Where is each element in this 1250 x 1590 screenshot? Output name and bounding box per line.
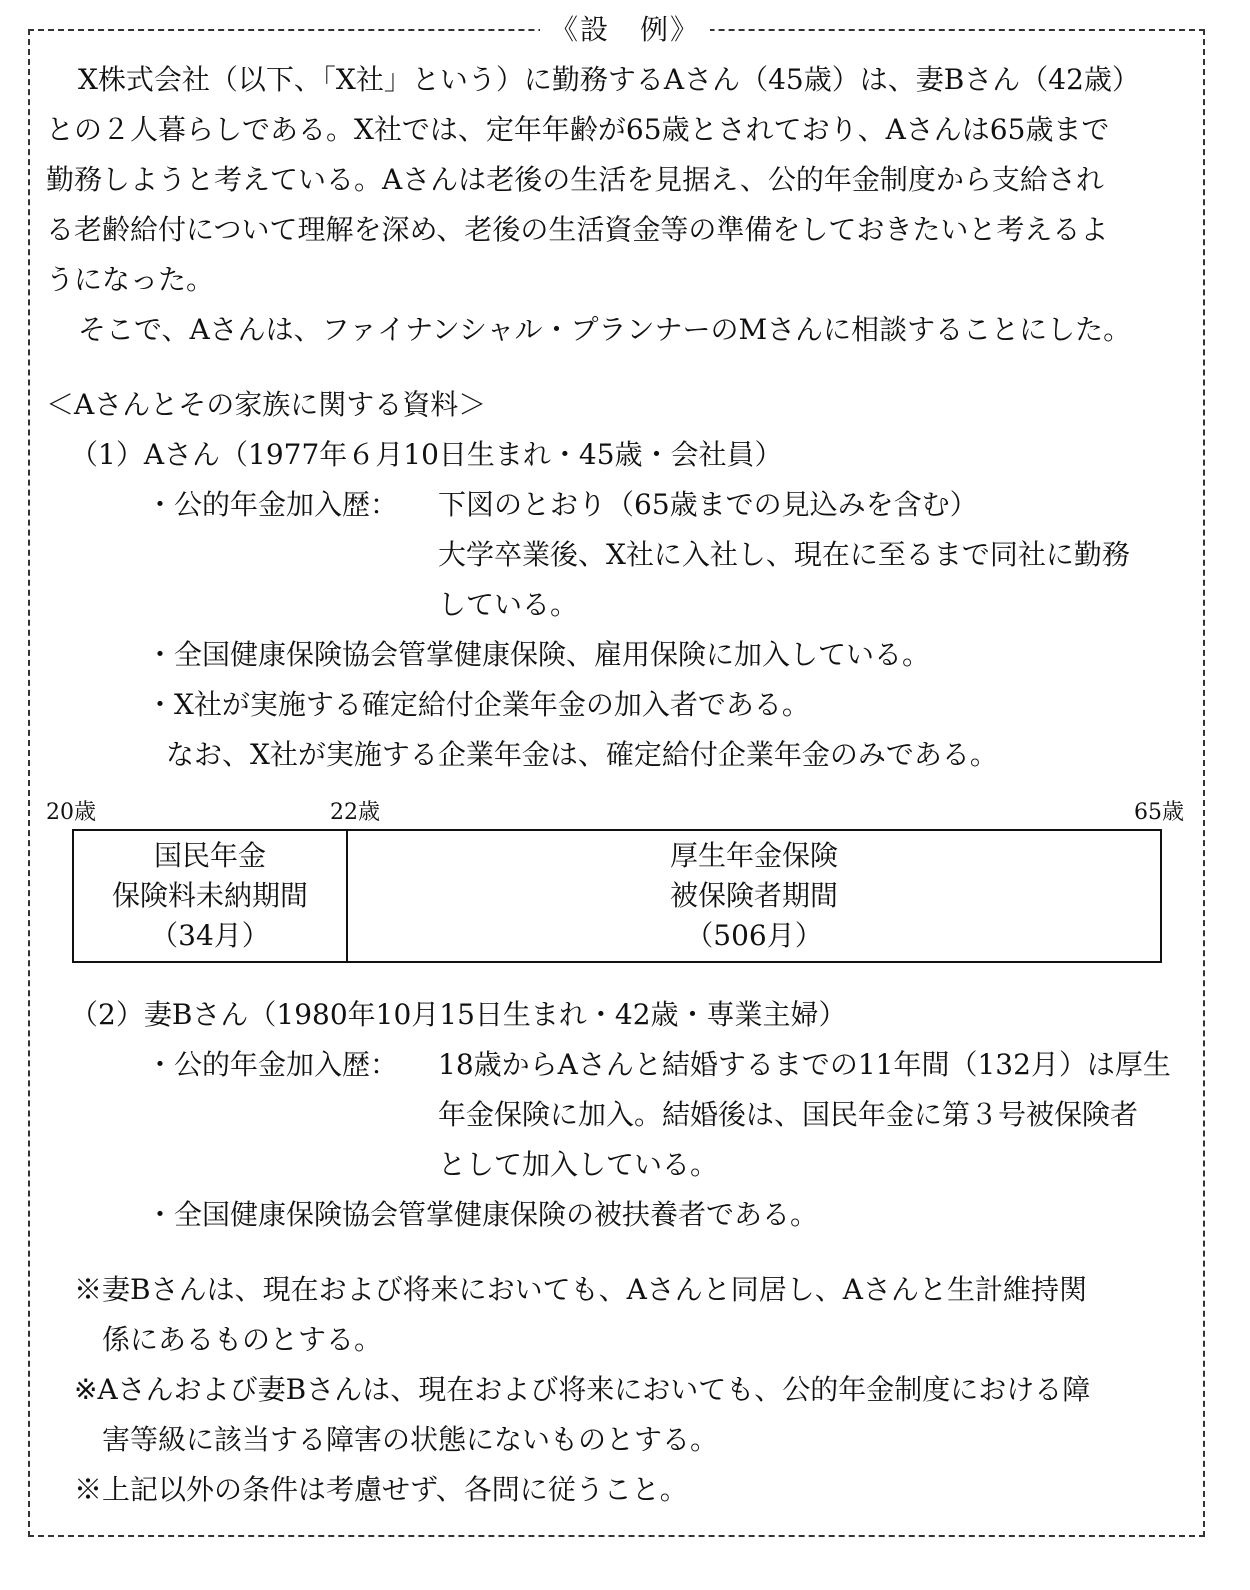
- intro-line: る老齢給付について理解を深め、老後の生活資金等の準備をしておきたいと考えるよ: [46, 213, 1109, 246]
- intro-line: うになった。: [46, 263, 215, 296]
- person-a-pension-line: している。: [438, 588, 579, 621]
- timeline-segment-employee-pension: [348, 831, 1160, 961]
- segment-label: 被保険者期間: [669, 879, 838, 912]
- intro-line: 勤務しようと考えている。Aさんは老後の生活を見据え、公的年金制度から支給され: [46, 163, 1104, 196]
- person-b-heading: （2）妻Bさん（1980年10月15日生まれ・42歳・専業主婦）: [70, 998, 847, 1031]
- person-a-pension-line: 大学卒業後、X社に入社し、現在に至るまで同社に勤務: [438, 538, 1130, 571]
- age-label-end: 65歳: [1134, 800, 1184, 825]
- person-a-db-bullet: ・X社が実施する確定給付企業年金の加入者である。: [146, 688, 810, 721]
- person-a-pension-label: ・公的年金加入歴：: [146, 488, 399, 521]
- materials-heading: ＜Aさんとその家族に関する資料＞: [46, 388, 487, 421]
- note-line: ※妻Bさんは、現在および将来においても、Aさんと同居し、Aさんと生計維持関: [74, 1273, 1088, 1306]
- segment-months: （506月）: [685, 919, 823, 952]
- case-frame: [28, 29, 1205, 1537]
- note-line: 係にあるものとする。: [102, 1323, 383, 1356]
- person-b-pension-line: 18歳からAさんと結婚するまでの11年間（132月）は厚生: [438, 1048, 1171, 1081]
- segment-months: （34月）: [150, 919, 270, 952]
- intro-line: そこで、Aさんは、ファイナンシャル・プランナーのMさんに相談することにした。: [78, 313, 1132, 346]
- age-label-mid: 22歳: [330, 800, 380, 825]
- intro-line: との２人暮らしである。X社では、定年年齢が65歳とされており、Aさんは65歳まで: [46, 113, 1110, 146]
- person-b-pension-label: ・公的年金加入歴：: [146, 1048, 399, 1081]
- note-line: ※上記以外の条件は考慮せず、各問に従うこと。: [74, 1473, 688, 1506]
- note-line: ※Aさんおよび妻Bさんは、現在および将来においても、公的年金制度における障: [74, 1373, 1091, 1406]
- person-a-health-bullet: ・全国健康保険協会管掌健康保険、雇用保険に加入している。: [146, 638, 931, 671]
- person-a-db-note: なお、X社が実施する企業年金は、確定給付企業年金のみである。: [166, 738, 998, 771]
- intro-line: X株式会社（以下、「X社」という）に勤務するAさん（45歳）は、妻Bさん（42歳）: [78, 63, 1140, 96]
- person-b-pension-line: として加入している。: [438, 1148, 719, 1181]
- segment-label: 国民年金: [153, 839, 266, 872]
- note-line: 害等級に該当する障害の状態にないものとする。: [102, 1423, 719, 1456]
- person-b-pension-line: 年金保険に加入。結婚後は、国民年金に第３号被保険者: [438, 1098, 1139, 1131]
- person-a-heading: （1）Aさん（1977年６月10日生まれ・45歳・会社員）: [70, 438, 783, 471]
- timeline-segment-national-pension: [74, 831, 348, 961]
- segment-label: 厚生年金保険: [669, 839, 838, 872]
- pension-timeline: [72, 829, 1162, 963]
- age-label-start: 20歳: [46, 800, 96, 825]
- case-title: 《設 例》: [0, 12, 1250, 48]
- person-b-health-bullet: ・全国健康保険協会管掌健康保険の被扶養者である。: [146, 1198, 819, 1231]
- person-a-pension-line: 下図のとおり（65歳までの見込みを含む）: [438, 488, 978, 521]
- segment-label: 保険料未納期間: [111, 879, 308, 912]
